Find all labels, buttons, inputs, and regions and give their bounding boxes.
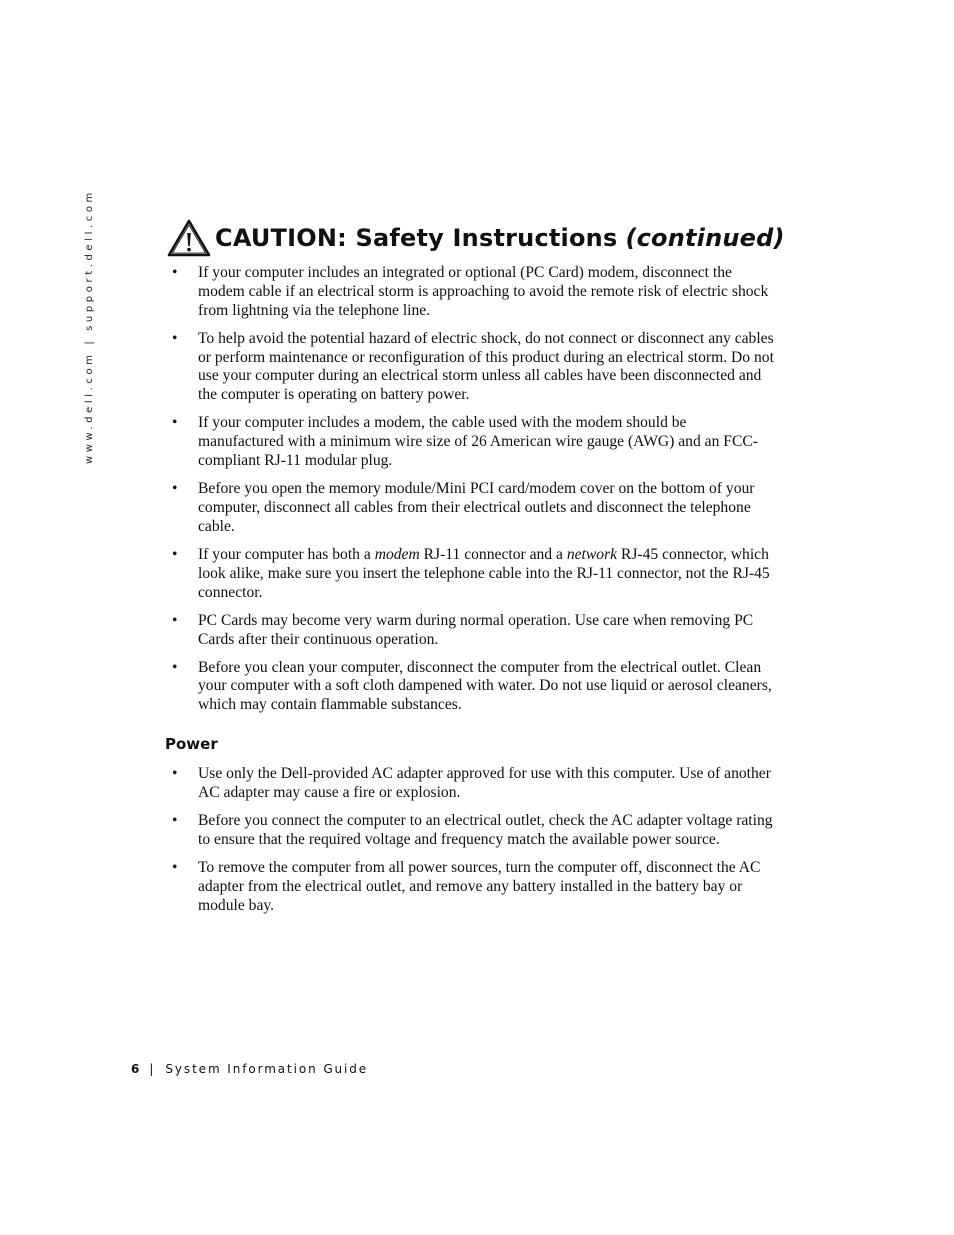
list-item [172, 812, 776, 850]
footer-separator: | [149, 1062, 154, 1076]
list-item-text: If your computer includes an integrated or optional (PC Card) modem, disconnect the modem cable if an electrical storm is approaching to avoid the remote risk of electric shock from lightning via the telephone line. [198, 264, 769, 319]
heading-title: CAUTION: Safety Instructions [215, 224, 618, 252]
footer-title: System Information Guide [165, 1062, 369, 1076]
caution-list [172, 264, 776, 724]
bullet: • [172, 858, 178, 876]
bullet: • [172, 480, 178, 498]
list-item [172, 612, 776, 650]
power-list [172, 765, 776, 925]
list-item-text: To remove the computer from all power sources, turn the computer off, disconnect the AC adapter from the electrical outlet, and remove any battery installed in the battery bay or module bay. [198, 858, 761, 914]
list-item-text: If your computer includes a modem, the cable used with the modem should be manufactured with a minimum wire size of 26 American wire gauge (AWG) and an FCC-compliant RJ-11 modular plug. [198, 414, 758, 469]
page-footer [131, 1062, 368, 1076]
text-run: RJ-45 connector, which look alike, make sure you insert the telephone cable into the RJ-11 connector, not the RJ-45 connector. [198, 545, 770, 601]
bullet: • [172, 658, 178, 676]
list-item [172, 414, 776, 470]
power-heading: Power [165, 735, 218, 753]
bullet: • [172, 765, 178, 782]
text-run: If your computer has both a [198, 545, 375, 563]
list-item-text: Before you clean your computer, disconnect the computer from the electrical outlet. Clean your computer with a soft cloth dampened with water. Do not use liquid or aerosol cleaners, which may contain flammable substances. [198, 658, 772, 714]
list-item-text [198, 546, 770, 601]
list-item-text: To help avoid the potential hazard of electric shock, do not connect or disconnect any cables or perform maintenance or reconfiguration of this product during an electrical storm. Do not use your computer during an electrical storm unless all cables have been disconnected and the computer is operating on battery power. [198, 329, 774, 404]
page-number: 6 [131, 1062, 140, 1076]
text-run: RJ-11 connector and a [419, 545, 567, 563]
bullet: • [172, 611, 178, 629]
bullet: • [172, 545, 178, 563]
list-item-text: Use only the Dell-provided AC adapter approved for use with this computer. Use of another AC adapter may cause a fire or explosion. [198, 765, 771, 801]
list-item [172, 859, 776, 915]
bullet: • [172, 264, 178, 281]
list-item [172, 264, 776, 320]
emphasis-modem: modem [374, 545, 420, 563]
side-url: www.dell.com | support.dell.com [84, 189, 95, 464]
list-item-text: PC Cards may become very warm during normal operation. Use care when removing PC Cards after their continuous operation. [198, 611, 754, 648]
list-item [172, 765, 776, 803]
heading-continued: (continued) [625, 224, 785, 252]
bullet: • [172, 414, 178, 432]
list-item-text: Before you connect the computer to an electrical outlet, check the AC adapter voltage rating to ensure that the required voltage and frequency match the available power source. [198, 811, 773, 848]
bullet: • [172, 811, 178, 829]
list-item-text: Before you open the memory module/Mini PCI card/modem cover on the bottom of your computer, disconnect all cables from their electrical outlets and disconnect the telephone cable. [198, 480, 755, 535]
section-heading [167, 218, 785, 258]
bullet: • [172, 329, 178, 347]
list-item [172, 546, 776, 602]
caution-triangle-icon [167, 219, 211, 257]
list-item [172, 659, 776, 715]
list-item [172, 330, 776, 405]
emphasis-network: network [566, 545, 618, 563]
list-item [172, 480, 776, 536]
